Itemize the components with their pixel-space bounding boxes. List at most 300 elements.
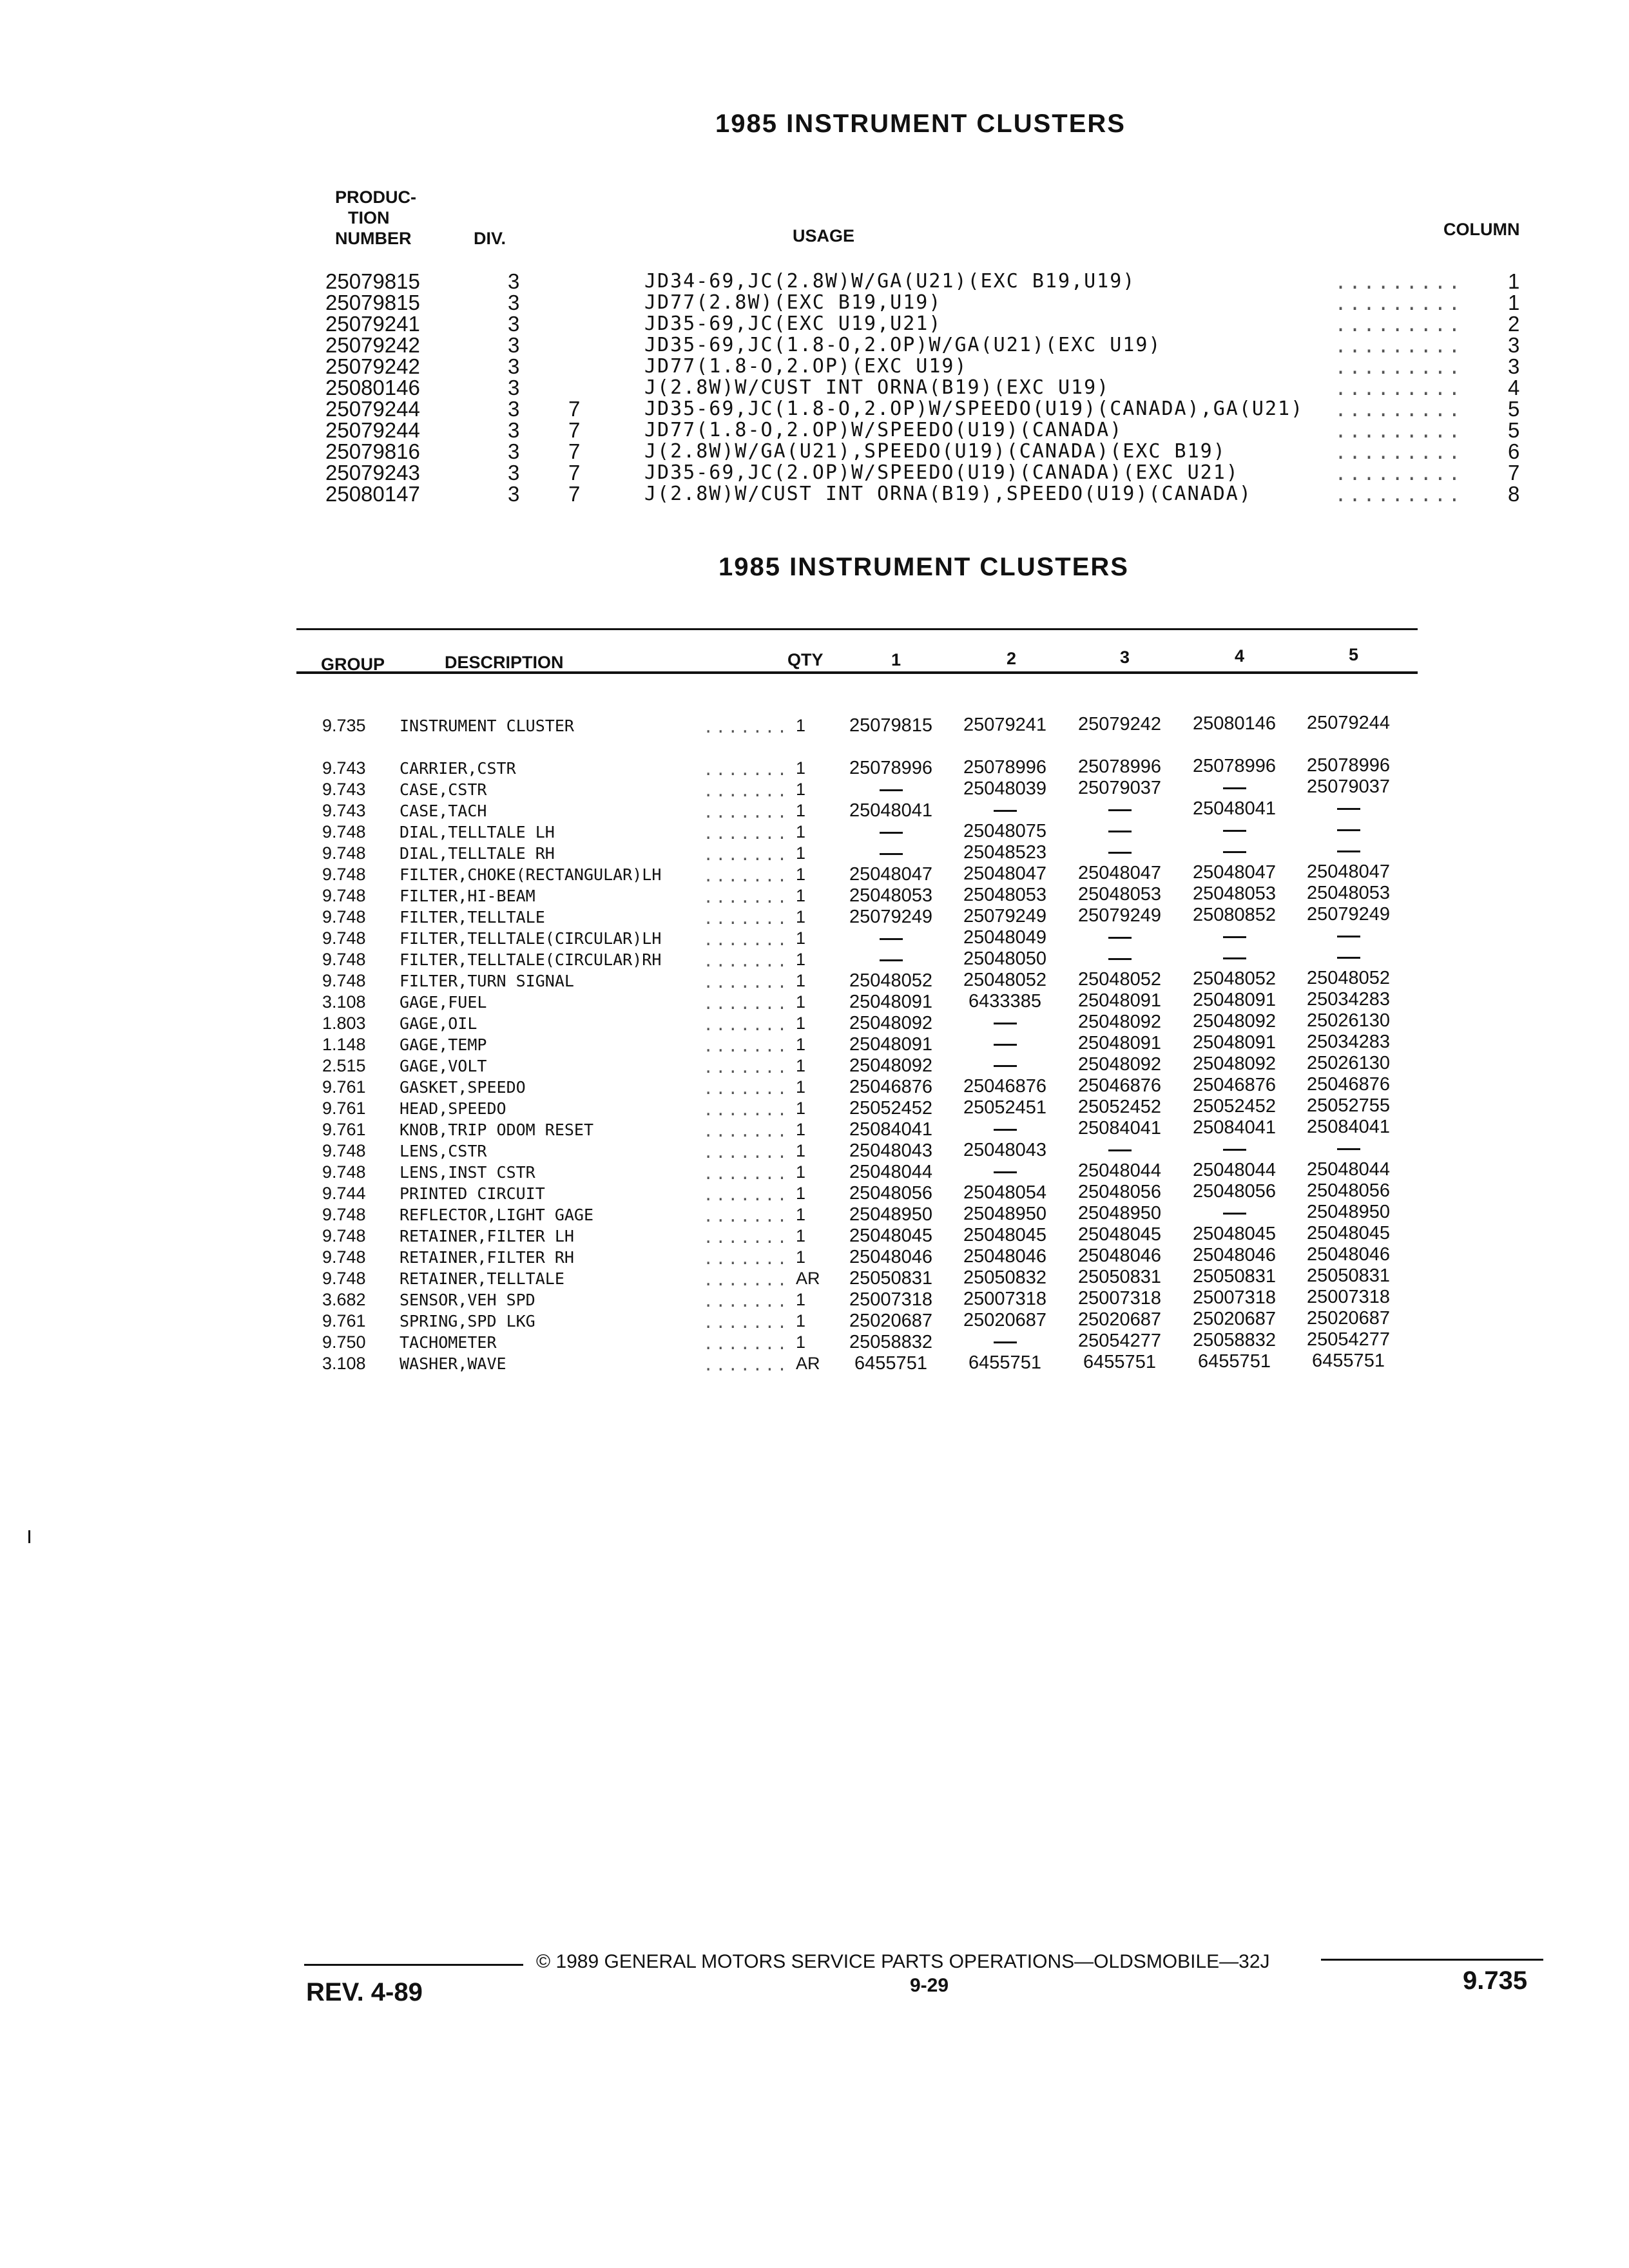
part-number-col-2: 25048045 xyxy=(963,1225,1047,1245)
part-number-col-4: 25046876 xyxy=(1192,1075,1277,1095)
part-number-col-2: 25079241 xyxy=(963,715,1047,735)
part-qty: AR xyxy=(796,1269,820,1288)
leader-dots: ....... xyxy=(703,803,789,822)
part-group: 9.748 xyxy=(322,1162,366,1182)
part-number-col-4 xyxy=(1178,841,1291,862)
part-qty: 1 xyxy=(796,1332,806,1352)
part-number-col-1 xyxy=(834,949,947,970)
part-number-col-2: 25050832 xyxy=(963,1267,1047,1288)
usage-production-number: 25079815 xyxy=(325,291,420,314)
leader-dots: ....... xyxy=(703,718,789,736)
usage-div-secondary: 7 xyxy=(568,482,581,506)
usage-text: JD35-69,JC(2.OP)W/SPEEDO(U19)(CANADA)(EXC U21) xyxy=(644,461,1239,484)
usage-div: 3 xyxy=(508,354,520,378)
part-number-col-2: 25048043 xyxy=(963,1140,1047,1160)
part-number-col-3: 25048092 xyxy=(1077,1054,1162,1075)
part-number-col-2: 25048075 xyxy=(963,821,1047,841)
part-number-col-3: 25048091 xyxy=(1077,990,1162,1011)
usage-production-number: 25079244 xyxy=(325,397,420,421)
part-number-col-3: 25020687 xyxy=(1077,1309,1162,1330)
part-number-col-3: 25084041 xyxy=(1077,1118,1162,1139)
part-qty: 1 xyxy=(796,1162,806,1182)
parts-header-description: DESCRIPTION xyxy=(445,653,564,672)
usage-text: JD35-69,JC(1.8-O,2.OP)W/GA(U21)(EXC U19) xyxy=(644,334,1162,356)
part-number-col-4: 25048044 xyxy=(1192,1160,1277,1180)
leader-dots: ....... xyxy=(703,782,789,800)
not-applicable-dash xyxy=(1223,830,1246,832)
not-applicable-dash xyxy=(880,832,903,834)
usage-column-number: 2 xyxy=(1508,312,1520,336)
usage-div: 3 xyxy=(508,461,520,485)
part-qty: 1 xyxy=(796,907,806,927)
part-number-col-3: 25048092 xyxy=(1077,1012,1162,1032)
not-applicable-dash xyxy=(1108,831,1132,832)
part-description: DIAL,TELLTALE LH xyxy=(400,823,555,841)
header-line: TION xyxy=(348,208,390,227)
usage-production-number: 25079816 xyxy=(325,439,420,463)
part-number-col-5: 25054277 xyxy=(1306,1329,1391,1350)
usage-production-number: 25080146 xyxy=(325,376,420,399)
part-group: 9.748 xyxy=(322,1247,366,1267)
part-group: 9.744 xyxy=(322,1184,366,1203)
not-applicable-dash xyxy=(1337,936,1360,937)
leader-dots: ....... xyxy=(703,888,789,907)
leader-dots: ....... xyxy=(703,1143,789,1162)
usage-header-usage: USAGE xyxy=(793,226,855,245)
part-qty: 1 xyxy=(796,1226,806,1245)
part-number-col-5: 25048045 xyxy=(1306,1223,1391,1244)
parts-header-col-3: 3 xyxy=(1120,648,1130,667)
leader-dots: ....... xyxy=(703,824,789,843)
part-number-col-1: 25048044 xyxy=(849,1162,933,1182)
usage-div-secondary: 7 xyxy=(568,461,581,485)
part-number-col-3 xyxy=(1063,799,1176,820)
parts-header-col-2: 2 xyxy=(1007,649,1017,668)
leader-dots: ......... xyxy=(1335,420,1463,443)
table-top-rule xyxy=(296,628,1418,630)
leader-dots: ......... xyxy=(1335,441,1463,464)
part-number-col-5: 25078996 xyxy=(1306,755,1391,776)
part-number-col-3 xyxy=(1063,927,1176,948)
usage-div: 3 xyxy=(508,482,520,506)
part-number-col-3: 25048046 xyxy=(1077,1245,1162,1266)
part-qty: 1 xyxy=(796,1184,806,1203)
part-description: GAGE,TEMP xyxy=(400,1035,487,1054)
part-description: RETAINER,FILTER LH xyxy=(400,1227,574,1245)
part-number-col-3: 25007318 xyxy=(1077,1288,1162,1309)
part-number-col-3: 25054277 xyxy=(1077,1331,1162,1351)
part-number-col-4 xyxy=(1178,947,1291,968)
part-number-col-5: 25048950 xyxy=(1306,1202,1391,1222)
part-description: LENS,INST CSTR xyxy=(400,1163,535,1182)
part-number-col-4: 25048053 xyxy=(1192,883,1277,904)
part-qty: 1 xyxy=(796,1099,806,1118)
part-number-col-5: 25048046 xyxy=(1306,1244,1391,1265)
part-description: LENS,CSTR xyxy=(400,1142,487,1160)
part-description: REFLECTOR,LIGHT GAGE xyxy=(400,1206,594,1224)
not-applicable-dash xyxy=(880,789,903,791)
part-number-col-3: 25048056 xyxy=(1077,1182,1162,1202)
leader-dots: ....... xyxy=(703,994,789,1013)
part-number-col-2: 25020687 xyxy=(963,1310,1047,1331)
part-number-col-1: 25048043 xyxy=(849,1140,933,1161)
parts-header-col-4: 4 xyxy=(1235,646,1245,666)
usage-production-number: 25079243 xyxy=(325,461,420,485)
part-number-col-2: 25048039 xyxy=(963,778,1047,799)
not-applicable-dash xyxy=(1337,829,1360,831)
part-number-col-3 xyxy=(1063,948,1176,969)
usage-text: JD77(1.8-O,2.OP)W/SPEEDO(U19)(CANADA) xyxy=(644,419,1123,441)
part-qty: 1 xyxy=(796,1205,806,1224)
part-description: TACHOMETER xyxy=(400,1333,497,1352)
not-applicable-dash xyxy=(994,1171,1017,1173)
leader-dots: ....... xyxy=(703,1292,789,1311)
part-number-col-1 xyxy=(834,928,947,949)
not-applicable-dash xyxy=(1108,1149,1132,1151)
usage-div: 3 xyxy=(508,312,520,336)
part-number-col-3: 25048091 xyxy=(1077,1033,1162,1053)
revision-label: REV. 4-89 xyxy=(306,1978,423,2006)
part-number-col-3: 25079242 xyxy=(1077,714,1162,735)
usage-column-number: 3 xyxy=(1508,354,1520,378)
part-number-col-5: 25048044 xyxy=(1306,1159,1391,1180)
part-description: CASE,CSTR xyxy=(400,780,487,799)
part-number-col-5: 25084041 xyxy=(1306,1117,1391,1137)
part-number-col-5: 25048056 xyxy=(1306,1180,1391,1201)
part-number-col-3: 6455751 xyxy=(1083,1352,1156,1372)
scan-mark xyxy=(28,1530,30,1543)
part-number-col-3: 25048052 xyxy=(1077,969,1162,990)
not-applicable-dash xyxy=(994,1044,1017,1046)
part-number-col-2: 25048052 xyxy=(963,970,1047,990)
leader-dots: ....... xyxy=(703,973,789,992)
part-number-col-4: 25048091 xyxy=(1192,1032,1277,1053)
part-group: 9.748 xyxy=(322,1141,366,1160)
part-number-col-5: 25048052 xyxy=(1306,968,1391,988)
leader-dots: ......... xyxy=(1335,463,1463,485)
not-applicable-dash xyxy=(880,853,903,855)
part-number-col-4: 25048092 xyxy=(1192,1053,1277,1074)
leader-dots: ....... xyxy=(703,1249,789,1268)
part-number-col-2: 25048053 xyxy=(963,885,1047,905)
not-applicable-dash xyxy=(1108,937,1132,939)
footer-rule-right xyxy=(1321,1959,1543,1961)
part-number-col-2: 6433385 xyxy=(969,991,1041,1012)
part-qty: 1 xyxy=(796,758,806,778)
part-number-col-1 xyxy=(834,843,947,864)
part-qty: 1 xyxy=(796,865,806,884)
part-group: 9.748 xyxy=(322,886,366,905)
part-group: 1.148 xyxy=(322,1035,366,1054)
leader-dots: ....... xyxy=(703,1334,789,1353)
part-group: 9.748 xyxy=(322,1226,366,1245)
usage-column-number: 5 xyxy=(1508,418,1520,442)
usage-div-secondary: 7 xyxy=(568,439,581,463)
part-group: 9.748 xyxy=(322,950,366,969)
part-description: FILTER,TELLTALE(CIRCULAR)RH xyxy=(400,950,662,969)
part-group: 9.743 xyxy=(322,780,366,799)
header-line: PRODUC- xyxy=(335,187,416,207)
usage-production-number: 25079242 xyxy=(325,354,420,378)
part-number-col-5: 25020687 xyxy=(1306,1308,1391,1329)
leader-dots: ....... xyxy=(703,930,789,949)
usage-div: 3 xyxy=(508,439,520,463)
part-number-col-5 xyxy=(1292,798,1405,819)
part-number-col-4: 25048041 xyxy=(1192,798,1277,819)
usage-production-number: 25079815 xyxy=(325,269,420,293)
not-applicable-dash xyxy=(880,959,903,961)
part-number-col-1 xyxy=(834,779,947,800)
part-number-col-2 xyxy=(949,1331,1061,1352)
part-number-col-2 xyxy=(949,800,1061,821)
part-group: 9.748 xyxy=(322,907,366,927)
part-number-col-1: 25020687 xyxy=(849,1311,933,1331)
part-description: RETAINER,FILTER RH xyxy=(400,1248,574,1267)
usage-column-number: 5 xyxy=(1508,397,1520,421)
part-number-col-1: 25048046 xyxy=(849,1247,933,1267)
part-number-col-3 xyxy=(1063,1139,1176,1160)
part-description: FILTER,CHOKE(RECTANGULAR)LH xyxy=(400,865,662,884)
part-number-col-4: 25048056 xyxy=(1192,1181,1277,1202)
part-number-col-5 xyxy=(1292,925,1405,947)
part-qty: 1 xyxy=(796,992,806,1012)
part-number-col-3: 25078996 xyxy=(1077,756,1162,777)
part-group: 9.743 xyxy=(322,758,366,778)
part-number-col-1: 25048053 xyxy=(849,885,933,906)
part-description: SPRING,SPD LKG xyxy=(400,1312,535,1331)
part-group: 9.750 xyxy=(322,1332,366,1352)
part-number-col-3: 25046876 xyxy=(1077,1075,1162,1096)
part-description: FILTER,TURN SIGNAL xyxy=(400,972,574,990)
part-qty: 1 xyxy=(796,886,806,905)
usage-production-number: 25080147 xyxy=(325,482,420,506)
leader-dots: ....... xyxy=(703,1207,789,1225)
part-number-col-1: 25007318 xyxy=(849,1289,933,1310)
part-number-col-4: 25050831 xyxy=(1192,1266,1277,1287)
leader-dots: ....... xyxy=(703,867,789,885)
usage-div-secondary: 7 xyxy=(568,397,581,421)
part-number-col-1: 25048092 xyxy=(849,1055,933,1076)
part-number-col-2 xyxy=(949,1161,1061,1182)
usage-text: J(2.8W)W/GA(U21),SPEEDO(U19)(CANADA)(EXC B19) xyxy=(644,440,1226,463)
part-number-col-4: 25048092 xyxy=(1192,1011,1277,1032)
usage-div: 3 xyxy=(508,418,520,442)
not-applicable-dash xyxy=(1223,957,1246,959)
part-number-col-5: 25046876 xyxy=(1306,1074,1391,1095)
part-description: HEAD,SPEEDO xyxy=(400,1099,506,1118)
part-number-col-3: 25048044 xyxy=(1077,1160,1162,1181)
part-description: SENSOR,VEH SPD xyxy=(400,1291,535,1309)
part-number-col-5: 25048047 xyxy=(1306,861,1391,882)
usage-production-number: 25079242 xyxy=(325,333,420,357)
not-applicable-dash xyxy=(1108,809,1132,811)
part-number-col-4: 25007318 xyxy=(1192,1287,1277,1308)
leader-dots: ......... xyxy=(1335,314,1463,336)
part-qty: AR xyxy=(796,1354,820,1373)
not-applicable-dash xyxy=(1223,787,1246,789)
part-number-col-3 xyxy=(1063,820,1176,841)
not-applicable-dash xyxy=(1223,936,1246,938)
usage-div: 3 xyxy=(508,397,520,421)
part-number-col-2 xyxy=(949,1055,1061,1076)
leader-dots: ....... xyxy=(703,1122,789,1140)
part-group: 9.748 xyxy=(322,928,366,948)
part-number-col-5: 25079037 xyxy=(1306,776,1391,797)
part-description: CARRIER,CSTR xyxy=(400,759,516,778)
usage-text: JD35-69,JC(1.8-O,2.OP)W/SPEEDO(U19)(CANADA),GA(U21) xyxy=(644,398,1304,420)
part-number-col-1: 25048091 xyxy=(849,992,933,1012)
part-number-col-2: 25079249 xyxy=(963,906,1047,927)
part-number-col-4: 25080852 xyxy=(1192,905,1277,925)
part-group: 1.803 xyxy=(322,1014,366,1033)
part-qty: 1 xyxy=(796,716,806,735)
part-number-col-4: 25048046 xyxy=(1192,1245,1277,1265)
not-applicable-dash xyxy=(1108,958,1132,960)
usage-text: JD35-69,JC(EXC U19,U21) xyxy=(644,312,942,335)
part-number-col-2 xyxy=(949,1119,1061,1140)
usage-div: 3 xyxy=(508,376,520,399)
part-description: INSTRUMENT CLUSTER xyxy=(400,716,574,735)
part-number-col-4: 25058832 xyxy=(1192,1330,1277,1350)
part-number-col-1: 6455751 xyxy=(854,1353,927,1374)
part-number-col-5 xyxy=(1292,819,1405,840)
part-description: DIAL,TELLTALE RH xyxy=(400,844,555,863)
parts-header-qty: QTY xyxy=(787,650,824,669)
part-number-col-1: 25048045 xyxy=(849,1225,933,1246)
not-applicable-dash xyxy=(1337,957,1360,959)
part-number-col-3: 25050831 xyxy=(1077,1267,1162,1287)
part-number-col-1: 25079815 xyxy=(849,715,933,736)
part-qty: 1 xyxy=(796,822,806,841)
usage-title: 1985 INSTRUMENT CLUSTERS xyxy=(715,110,1126,138)
part-number-col-2: 25048523 xyxy=(963,842,1047,863)
part-number-col-5: 25034283 xyxy=(1306,989,1391,1010)
not-applicable-dash xyxy=(994,1341,1017,1343)
usage-div: 3 xyxy=(508,333,520,357)
part-description: WASHER,WAVE xyxy=(400,1354,506,1373)
part-number-col-5: 6455751 xyxy=(1312,1350,1385,1371)
part-qty: 1 xyxy=(796,1311,806,1331)
part-number-col-2 xyxy=(949,1033,1061,1055)
not-applicable-dash xyxy=(994,1065,1017,1067)
part-number-col-2: 25048054 xyxy=(963,1182,1047,1203)
part-number-col-1: 25048052 xyxy=(849,970,933,991)
not-applicable-dash xyxy=(994,810,1017,812)
not-applicable-dash xyxy=(994,1129,1017,1131)
part-number-col-3: 25048047 xyxy=(1077,863,1162,883)
part-number-col-5 xyxy=(1292,1138,1405,1159)
part-number-col-2: 25052451 xyxy=(963,1097,1047,1118)
part-number-col-5: 25026130 xyxy=(1306,1053,1391,1073)
part-number-col-3 xyxy=(1063,841,1176,863)
part-number-col-4: 25080146 xyxy=(1192,713,1277,734)
part-group: 9.748 xyxy=(322,843,366,863)
usage-column-number: 7 xyxy=(1508,461,1520,485)
part-number-col-4 xyxy=(1178,820,1291,841)
part-description: CASE,TACH xyxy=(400,802,487,820)
usage-div: 3 xyxy=(508,269,520,293)
part-qty: 1 xyxy=(796,843,806,863)
not-applicable-dash xyxy=(1223,851,1246,853)
part-number-col-1: 25048056 xyxy=(849,1183,933,1204)
usage-text: J(2.8W)W/CUST INT ORNA(B19)(EXC U19) xyxy=(644,376,1110,399)
leader-dots: ....... xyxy=(703,909,789,928)
part-description: FILTER,TELLTALE xyxy=(400,908,545,927)
part-qty: 1 xyxy=(796,1077,806,1097)
part-number-col-3: 25079249 xyxy=(1077,905,1162,926)
leader-dots: ....... xyxy=(703,952,789,970)
part-qty: 1 xyxy=(796,1141,806,1160)
not-applicable-dash xyxy=(994,1023,1017,1024)
parts-header-col-5: 5 xyxy=(1349,645,1359,664)
part-number-col-2: 25048050 xyxy=(963,948,1047,969)
leader-dots: ......... xyxy=(1335,356,1463,379)
leader-dots: ....... xyxy=(703,1100,789,1119)
part-number-col-4 xyxy=(1178,1202,1291,1224)
part-number-col-2: 25007318 xyxy=(963,1289,1047,1309)
usage-column-number: 4 xyxy=(1508,376,1520,399)
part-number-col-5: 25034283 xyxy=(1306,1032,1391,1052)
part-number-col-1: 25048091 xyxy=(849,1034,933,1055)
part-number-col-5: 25007318 xyxy=(1306,1287,1391,1307)
part-number-col-5: 25079244 xyxy=(1306,713,1391,733)
leader-dots: ......... xyxy=(1335,335,1463,358)
usage-column-number: 6 xyxy=(1508,439,1520,463)
part-qty: 1 xyxy=(796,971,806,990)
usage-column-number: 3 xyxy=(1508,333,1520,357)
part-description: GASKET,SPEEDO xyxy=(400,1078,526,1097)
part-qty: 1 xyxy=(796,950,806,969)
usage-text: JD77(2.8W)(EXC B19,U19) xyxy=(644,291,942,314)
part-number-col-1: 25079249 xyxy=(849,907,933,927)
leader-dots: ....... xyxy=(703,1313,789,1332)
part-number-col-2: 6455751 xyxy=(969,1352,1041,1373)
part-qty: 1 xyxy=(796,1056,806,1075)
leader-dots: ....... xyxy=(703,1164,789,1183)
part-number-col-5 xyxy=(1292,840,1405,861)
usage-div-secondary: 7 xyxy=(568,418,581,442)
part-number-col-4 xyxy=(1178,777,1291,798)
part-group: 9.748 xyxy=(322,822,366,841)
part-number-col-2: 25078996 xyxy=(963,757,1047,778)
part-description: GAGE,OIL xyxy=(400,1014,477,1033)
usage-header-production-number xyxy=(335,187,416,249)
part-group: 3.682 xyxy=(322,1290,366,1309)
leader-dots: ....... xyxy=(703,1037,789,1055)
usage-text: JD34-69,JC(2.8W)W/GA(U21)(EXC B19,U19) xyxy=(644,270,1136,293)
part-number-col-4: 25020687 xyxy=(1192,1309,1277,1329)
part-description: GAGE,VOLT xyxy=(400,1057,487,1075)
header-line: NUMBER xyxy=(335,229,412,248)
part-group: 9.761 xyxy=(322,1077,366,1097)
part-qty: 1 xyxy=(796,1014,806,1033)
not-applicable-dash xyxy=(880,938,903,940)
part-number-col-4 xyxy=(1178,926,1291,947)
part-number-col-2 xyxy=(949,1012,1061,1033)
part-description: RETAINER,TELLTALE xyxy=(400,1269,564,1288)
part-number-col-2: 25048950 xyxy=(963,1204,1047,1224)
part-number-col-1: 25048041 xyxy=(849,800,933,821)
part-number-col-1: 25078996 xyxy=(849,758,933,778)
part-group: 9.761 xyxy=(322,1099,366,1118)
part-number-col-2: 25048047 xyxy=(963,863,1047,884)
part-number-col-1: 25048950 xyxy=(849,1204,933,1225)
usage-column-number: 1 xyxy=(1508,291,1520,314)
part-group: 9.748 xyxy=(322,865,366,884)
part-qty: 1 xyxy=(796,928,806,948)
not-applicable-dash xyxy=(1337,808,1360,810)
leader-dots: ....... xyxy=(703,1186,789,1204)
